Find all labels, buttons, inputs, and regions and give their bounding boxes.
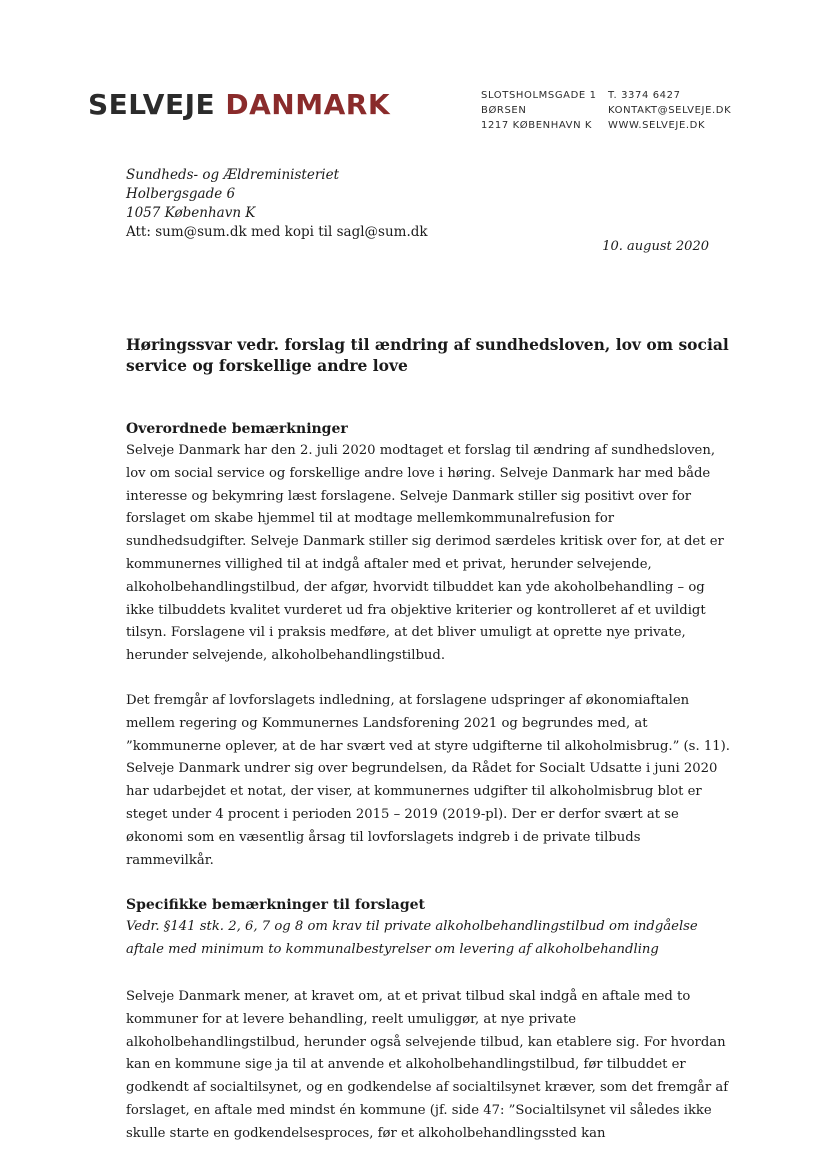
recipient-att: Att: sum@sum.dk med kopi til sagl@sum.dk: [126, 224, 428, 240]
logo-text-selveje: SELVEJE: [88, 88, 226, 121]
recipient-address: [126, 166, 428, 242]
website: WWW.SELVEJE.DK: [608, 120, 706, 131]
recipient-line: Holbergsgade 6: [126, 186, 236, 202]
body-paragraph: Selveje Danmark mener, at kravet om, at et privat tilbud skal indgå en aftale med to kommuner for at levere behandling, reelt umuliggør, at nye private alkoholbehandlingstilbud, herunder også selvejende tilbud, kan etablere sig. For hvordan kan en kommune sige ja til at anvende et alkoholbehandlingstilbud, før tilbuddet er godkendt af socialtilsynet, og en godkendelse af socialtilsynet kræver, som det fremgår af forslaget, en aftale med mindst én kommune (jf. side 47: ”Socialtilsynet vil således ikke skulle starte en godkendelsesproces, før et alkoholbehandlingssted kan: [126, 988, 729, 1141]
section-heading-overview: Overordnede bemærkninger: [126, 421, 348, 437]
phone-number: T. 3374 6427: [608, 90, 681, 101]
contact-block: [608, 88, 731, 133]
document-title: Høringssvar vedr. forslag til ændring af sundhedsloven, lov om social service og forskellige andre love: [126, 335, 729, 375]
address-line: SLOTSHOLMSGADE 1: [481, 90, 597, 101]
body-paragraph: Selveje Danmark har den 2. juli 2020 modtaget et forslag til ændring af sundhedsloven, lov om social service og forskellige andre love i høring. Selveje Danmark har med både interesse og bekymring læst forslagene. Selveje Danmark stiller sig positivt over for forslaget om skabe hjemmel til at modtage mellemkommunalrefusion for sundhedsudgifter. Selveje Danmark stiller sig derimod særdeles kritisk over for, at det er kommunernes villighed til at indgå aftaler med et privat, herunder selvejende, alkoholbehandlingstilbud, der afgør, hvorvidt tilbuddet kan yde akoholbehandling – og ikke tilbuddets kvalitet vurderet ud fra objektive kriterier og kontrolleret af et uvildigt tilsyn. Forslagene vil i praksis medføre, at det bliver umuligt at oprette nye private, herunder selvejende, alkoholbehandlingstilbud.: [126, 443, 724, 664]
email-address: KONTAKT@SELVEJE.DK: [608, 105, 732, 116]
section-subheading: Vedr. §141 stk. 2, 6, 7 og 8 om krav til private alkoholbehandlingstilbud om indgåelse aftale med minimum to kommunalbestyrelser om levering af alkoholbehandling: [126, 919, 698, 958]
address-block: [481, 88, 597, 133]
body-paragraph: Det fremgår af lovforslagets indledning, at forslagene udspringer af økonomiaftalen mellem regering og Kommunernes Landsforening 2021 og begrundes med, at ”kommunerne oplever, at de har svært ved at styre udgifterne til alkoholmisbrug.” (s. 11). Selveje Danmark undrer sig over begrundelsen, da Rådet for Socialt Udsatte i juni 2020 har udarbejdet et notat, der viser, at kommunernes udgifter til alkoholmisbrug blot er steget under 4 procent i perioden 2015 – 2019 (2019-pl). Der er derfor svært at se økonomi som en væsentlig årsag til lovforslagets indgreb i de private tilbuds rammevilkår.: [126, 692, 730, 868]
address-line: 1217 KØBENHAVN K: [481, 120, 593, 131]
address-line: BØRSEN: [481, 105, 527, 116]
section-heading-specific: Specifikke bemærkninger til forslaget: [126, 897, 426, 914]
letter-body: [126, 334, 732, 1168]
letter-date: 10. august 2020: [602, 239, 709, 254]
recipient-line: 1057 København K: [126, 205, 256, 221]
recipient-line: Sundheds- og Ældreministeriet: [126, 167, 340, 183]
logo: [88, 88, 390, 122]
logo-text-danmark: DANMARK: [225, 88, 391, 121]
